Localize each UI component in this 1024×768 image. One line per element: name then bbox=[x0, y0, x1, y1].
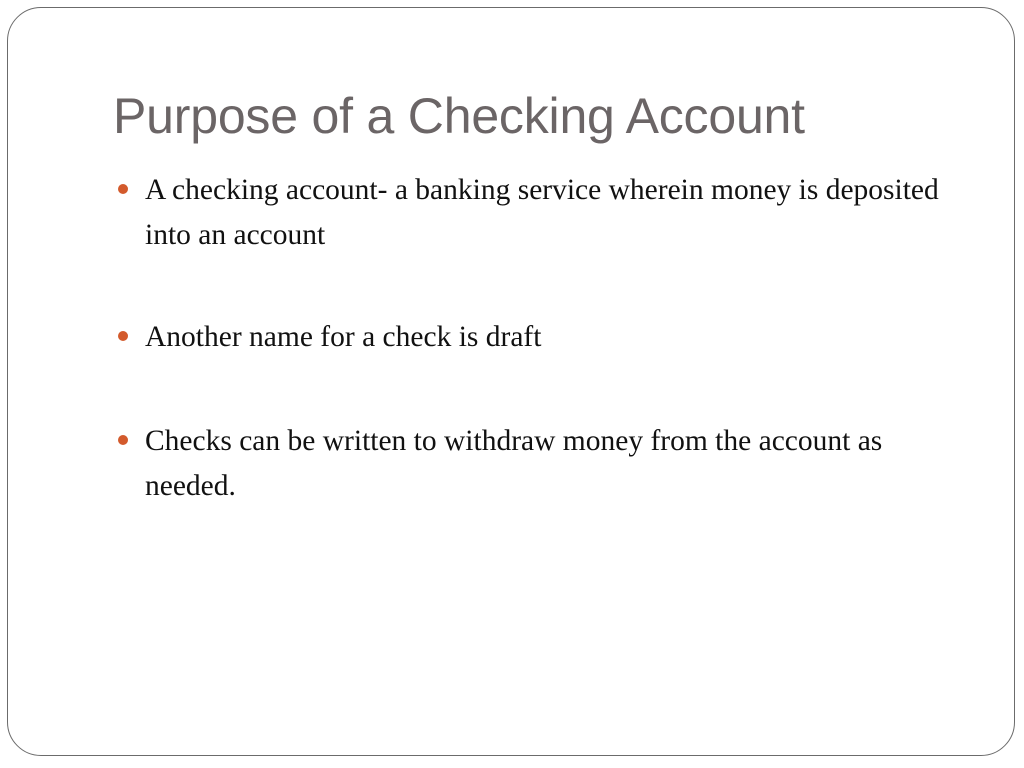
bullet-text: Checks can be written to withdraw money from the account as needed. bbox=[145, 425, 883, 502]
bullet-dot-icon bbox=[118, 184, 128, 194]
bullet-item bbox=[113, 419, 963, 509]
bullet-text: A checking account- a banking service wherein money is deposited into an account bbox=[145, 174, 939, 251]
bullet-item bbox=[113, 315, 963, 360]
bullet-dot-icon bbox=[118, 435, 128, 445]
bullet-dot-icon bbox=[118, 331, 128, 341]
bullet-item bbox=[113, 168, 963, 258]
slide-title: Purpose of a Checking Account bbox=[113, 88, 805, 144]
bullet-text: Another name for a check is draft bbox=[145, 321, 542, 353]
bullet-list bbox=[113, 168, 963, 509]
